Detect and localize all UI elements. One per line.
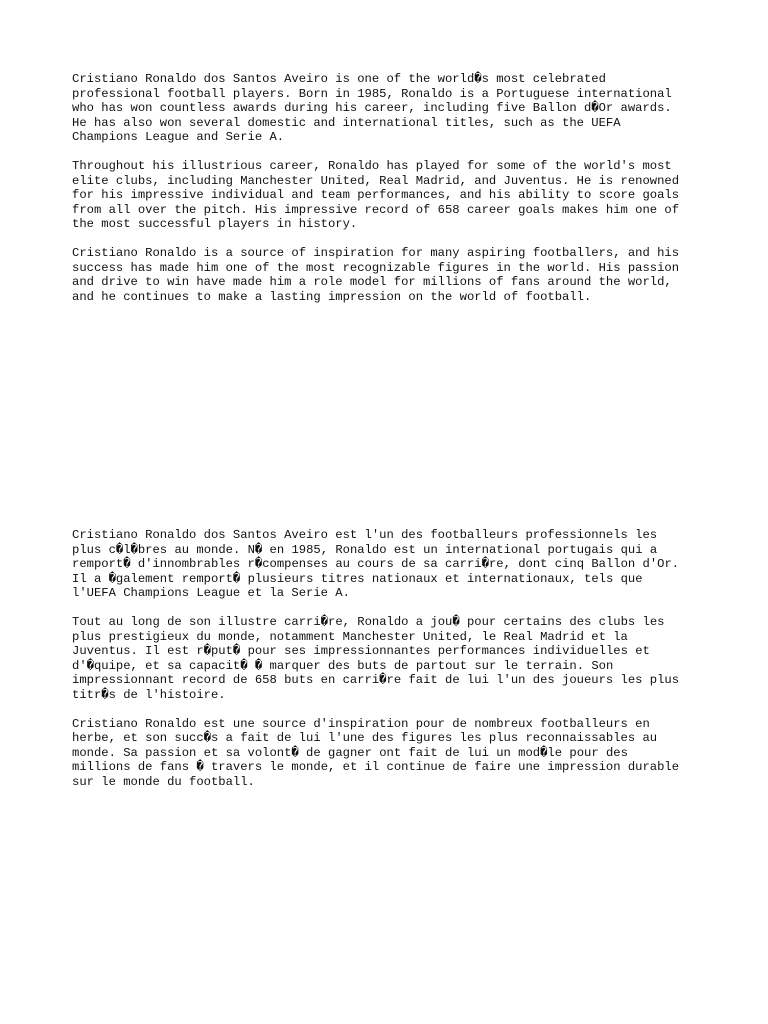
french-paragraph-1: Cristiano Ronaldo dos Santos Aveiro est l'un des footballeurs professionnels les plus c�l�bres au monde. N� en 1985, Ronaldo est un international portugais qui a remport� d'innombrables r�compenses au cours de sa carri�re, dont cinq Ballon d'Or. Il a �galement remport� plusieurs titres nationaux et internationaux, tels que l'UEFA Champions League et la Serie A. bbox=[72, 528, 680, 601]
english-text-block bbox=[72, 72, 732, 318]
english-paragraph-3: Cristiano Ronaldo is a source of inspiration for many aspiring footballers, and his success has made him one of the most recognizable figures in the world. His passion and drive to win have made him a role model for millions of fans around the world, and he continues to make a lasting impression on the world of football. bbox=[72, 245, 680, 304]
english-paragraph-2: Throughout his illustrious career, Ronaldo has played for some of the world's most elite clubs, including Manchester United, Real Madrid, and Juventus. He is renowned for his impressive individual and team performances, and his ability to score goals from all over the pitch. His impressive record of 658 career goals makes him one of the most successful players in history. bbox=[72, 158, 680, 232]
english-paragraph-1: Cristiano Ronaldo dos Santos Aveiro is one of the world�s most celebrated professional football players. Born in 1985, Ronaldo is a Portuguese international who has won countless awards during his career, including five Ballon d�Or awards. He has also won several domestic and international titles, such as the UEFA Champions League and Serie A. bbox=[72, 72, 672, 145]
french-paragraph-2: Tout au long de son illustre carri�re, Ronaldo a jou� pour certains des clubs les plus prestigieux du monde, notamment Manchester United, le Real Madrid et la Juventus. Il est r�put� pour ses impressionnantes performances individuelles et d'�quipe, et sa capacit� � marquer des buts de partout sur le terrain. Son impressionnant record de 658 buts en carri�re fait de lui l'un des joueurs les plus titr�s de l'histoire. bbox=[72, 614, 680, 702]
french-paragraph-3: Cristiano Ronaldo est une source d'inspiration pour de nombreux footballeurs en herbe, et son succ�s a fait de lui l'une des figures les plus reconnaissables au monde. Sa passion et sa volont� de gagner ont fait de lui un mod�le pour des millions de fans � travers le monde, et il continue de faire une impression durable sur le monde du football. bbox=[72, 716, 680, 789]
french-text-block bbox=[72, 528, 732, 804]
